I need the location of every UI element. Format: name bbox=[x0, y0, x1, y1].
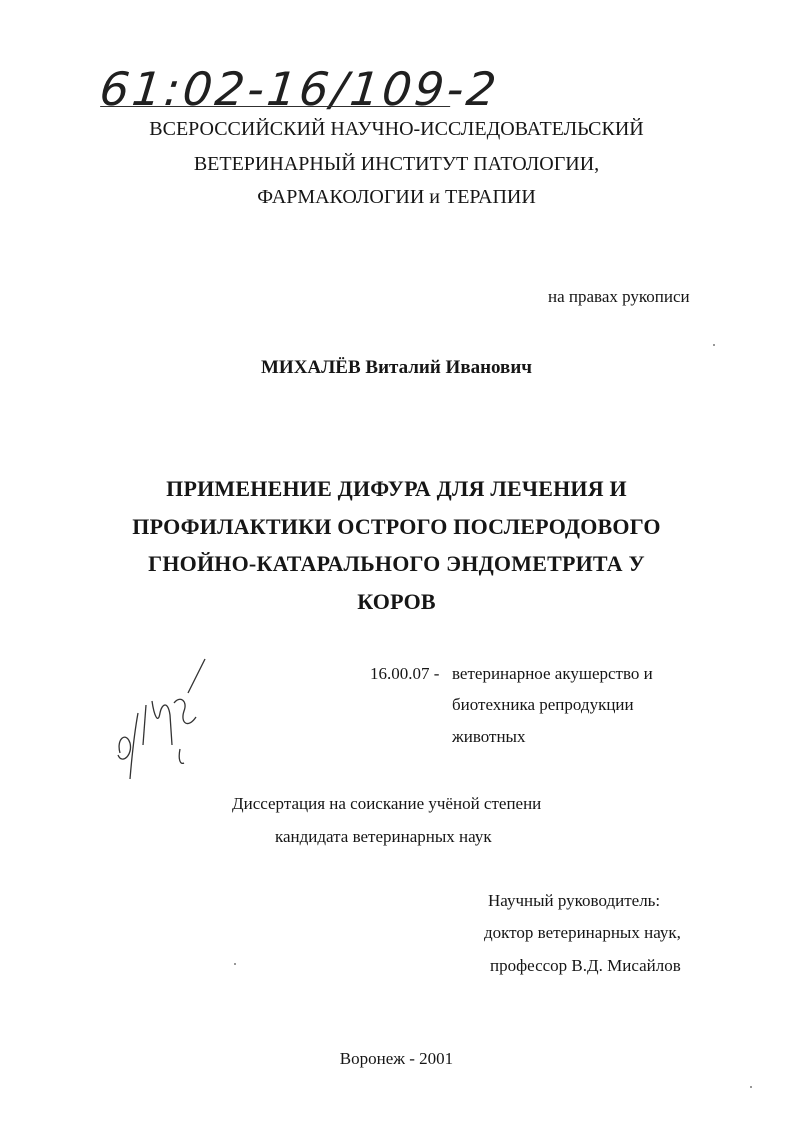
scan-speck bbox=[713, 344, 715, 346]
manuscript-rights-note: на правах рукописи bbox=[548, 287, 690, 306]
thesis-title-line-3: ГНОЙНО-КАТАРАЛЬНОГО ЭНДОМЕТРИТА У bbox=[148, 551, 645, 576]
thesis-title-line-1: ПРИМЕНЕНИЕ ДИФУРА ДЛЯ ЛЕЧЕНИЯ И bbox=[166, 476, 627, 501]
handwritten-catalog-code bbox=[97, 62, 502, 116]
institute-line-1: ВСЕРОССИЙСКИЙ НАУЧНО-ИССЛЕДОВАТЕЛЬСКИЙ bbox=[149, 118, 644, 140]
institute-line-3: ФАРМАКОЛОГИИ и ТЕРАПИИ bbox=[257, 186, 536, 208]
city-and-year: Воронеж - 2001 bbox=[339, 1049, 454, 1068]
supervisor-name: профессор В.Д. Мисайлов bbox=[490, 956, 681, 975]
supervisor-label: Научный руководитель: bbox=[488, 891, 661, 910]
scan-speck bbox=[234, 963, 236, 965]
scan-speck bbox=[750, 1086, 752, 1088]
thesis-title-line-2: ПРОФИЛАКТИКИ ОСТРОГО ПОСЛЕРОДОВОГО bbox=[132, 514, 661, 539]
specialty-line-3: животных bbox=[452, 727, 526, 746]
specialty-code: 16.00.07 - bbox=[370, 664, 440, 683]
thesis-title-line-4: КОРОВ bbox=[357, 589, 436, 614]
handwritten-signature bbox=[108, 655, 218, 785]
dissertation-line-1: Диссертация на соискание учёной степени bbox=[232, 794, 542, 813]
specialty-line-1: ветеринарное акушерство и bbox=[452, 664, 653, 683]
catalog-code-underline bbox=[100, 106, 450, 107]
catalog-code-text: 61:02-16/109-2 bbox=[97, 62, 502, 116]
specialty-line-2: биотехника репродукции bbox=[452, 695, 634, 714]
author-name: МИХАЛЁВ Виталий Иванович bbox=[260, 357, 532, 378]
institute-line-2: ВЕТЕРИНАРНЫЙ ИНСТИТУТ ПАТОЛОГИИ, bbox=[193, 153, 600, 175]
supervisor-degree: доктор ветеринарных наук, bbox=[484, 923, 681, 942]
dissertation-line-2: кандидата ветеринарных наук bbox=[275, 827, 492, 846]
